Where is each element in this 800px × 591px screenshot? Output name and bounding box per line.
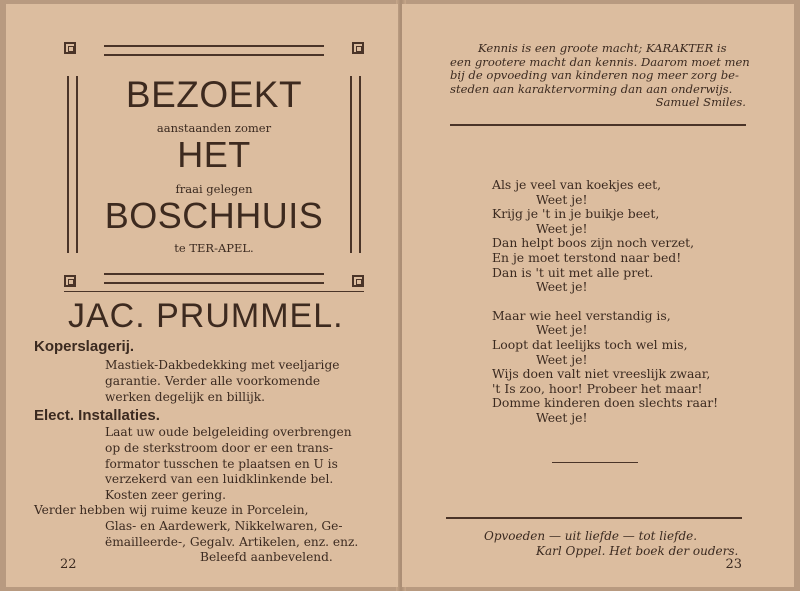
frame-rule-bottom — [104, 273, 324, 284]
motto-line: Opvoeden — uit liefde — tot liefde. — [484, 529, 698, 543]
poem-line: 't Is zoo, hoor! Probeer het maar! — [492, 380, 703, 396]
quote-author: Samuel Smiles. — [655, 95, 746, 110]
poem-line: En je moet terstond naar bed! — [492, 249, 682, 265]
frame-rule-top — [104, 45, 324, 56]
poem-refrain: Weet je! — [536, 220, 588, 236]
corner-ornament — [64, 275, 76, 287]
short-divider — [552, 462, 638, 463]
text-line: Verder hebben wij ruime keuze in Porcelein, — [34, 503, 309, 517]
frame-rule-left — [67, 76, 78, 253]
oppel-motto — [484, 529, 746, 559]
poem-line: Krijg je 't in je buikje beet, — [492, 206, 660, 222]
ad-headline-boschhuis: BOSCHHUIS — [104, 195, 324, 236]
right-page — [402, 4, 794, 587]
page-number: 22 — [60, 557, 77, 572]
motto-attribution: Karl Oppel. Het boek der ouders. — [536, 544, 739, 558]
text-line: ëmailleerde-, Gegalv. Artikelen, enz. enz. — [105, 534, 359, 549]
poem-line: Domme kinderen doen slechts raar! — [492, 395, 719, 411]
text-line: Laat uw oude belgeleiding overbrengen — [105, 425, 352, 439]
text-line: formator tusschen te plaatsen en U is — [105, 456, 338, 471]
text-line: Kosten zeer gering. — [105, 488, 227, 503]
text-line: werken degelijk en billijk. — [105, 389, 266, 404]
quote-line: Kennis is een groote macht; KARAKTER is — [478, 41, 727, 55]
smiles-quote — [450, 41, 750, 110]
ad-subline: fraai gelegen — [175, 181, 253, 196]
section-body-installaties — [105, 425, 361, 504]
poem — [492, 178, 752, 426]
ad-subline: te TER-APEL. — [174, 241, 254, 255]
section-heading-installaties: Elect. Installaties. — [34, 407, 160, 424]
quote-line: bij de opvoeding van kinderen nog meer zorg be- — [450, 68, 739, 83]
divider — [64, 291, 364, 292]
page-number: 23 — [725, 557, 742, 572]
poem-refrain: Weet je! — [536, 191, 588, 207]
text-line: op de sterkstroom door er een trans- — [105, 440, 334, 455]
corner-ornament — [352, 275, 364, 287]
poem-refrain: Weet je! — [536, 279, 588, 295]
quote-line: een grootere macht dan kennis. Daarom moet men — [450, 54, 750, 69]
poem-refrain: Weet je! — [536, 409, 588, 425]
left-page — [6, 4, 398, 587]
divider — [446, 517, 742, 519]
text-line: garantie. Verder alle voorkomende — [105, 373, 321, 388]
corner-ornament — [352, 42, 364, 54]
text-line: Glas- en Aardewerk, Nikkelwaren, Ge- — [105, 518, 343, 533]
text-line: verzekerd van een luidklinkende bel. — [105, 472, 334, 487]
advertiser-name: JAC. PRUMMEL. — [68, 297, 344, 335]
poem-line: Wijs doen valt niet vreeslijk zwaar, — [492, 366, 711, 382]
boschhuis-ad-frame — [64, 42, 364, 287]
text-line: Mastiek-Dakbedekking met veeljarige — [105, 358, 340, 372]
ad-subline: aanstaanden zomer — [156, 121, 272, 135]
poem-refrain: Weet je! — [536, 322, 588, 338]
section-body-assortiment — [34, 503, 364, 566]
divider — [450, 124, 746, 126]
poem-line: Maar wie heel verstandig is, — [492, 307, 671, 323]
quote-line: steden aan karaktervorming dan aan onderwijs. — [450, 81, 733, 96]
poem-line: Als je veel van koekjes eet, — [492, 177, 662, 192]
frame-rule-right — [350, 76, 361, 253]
text-line: Beleefd aanbevelend. — [200, 550, 333, 565]
poem-line: Loopt dat leelijks toch wel mis, — [492, 336, 688, 352]
corner-ornament — [64, 42, 76, 54]
section-heading-koperslagerij: Koperslagerij. — [34, 338, 135, 355]
stanza-gap — [492, 295, 752, 309]
section-body-koperslagerij — [105, 358, 361, 405]
ad-headline-het: HET — [177, 133, 251, 175]
poem-refrain: Weet je! — [536, 351, 588, 367]
boschhuis-ad-text — [84, 70, 344, 255]
ad-headline-bezoekt: BEZOEKT — [125, 74, 303, 115]
poem-line: Dan is 't uit met alle pret. — [492, 264, 654, 280]
poem-line: Dan helpt boos zijn noch verzet, — [492, 235, 695, 251]
